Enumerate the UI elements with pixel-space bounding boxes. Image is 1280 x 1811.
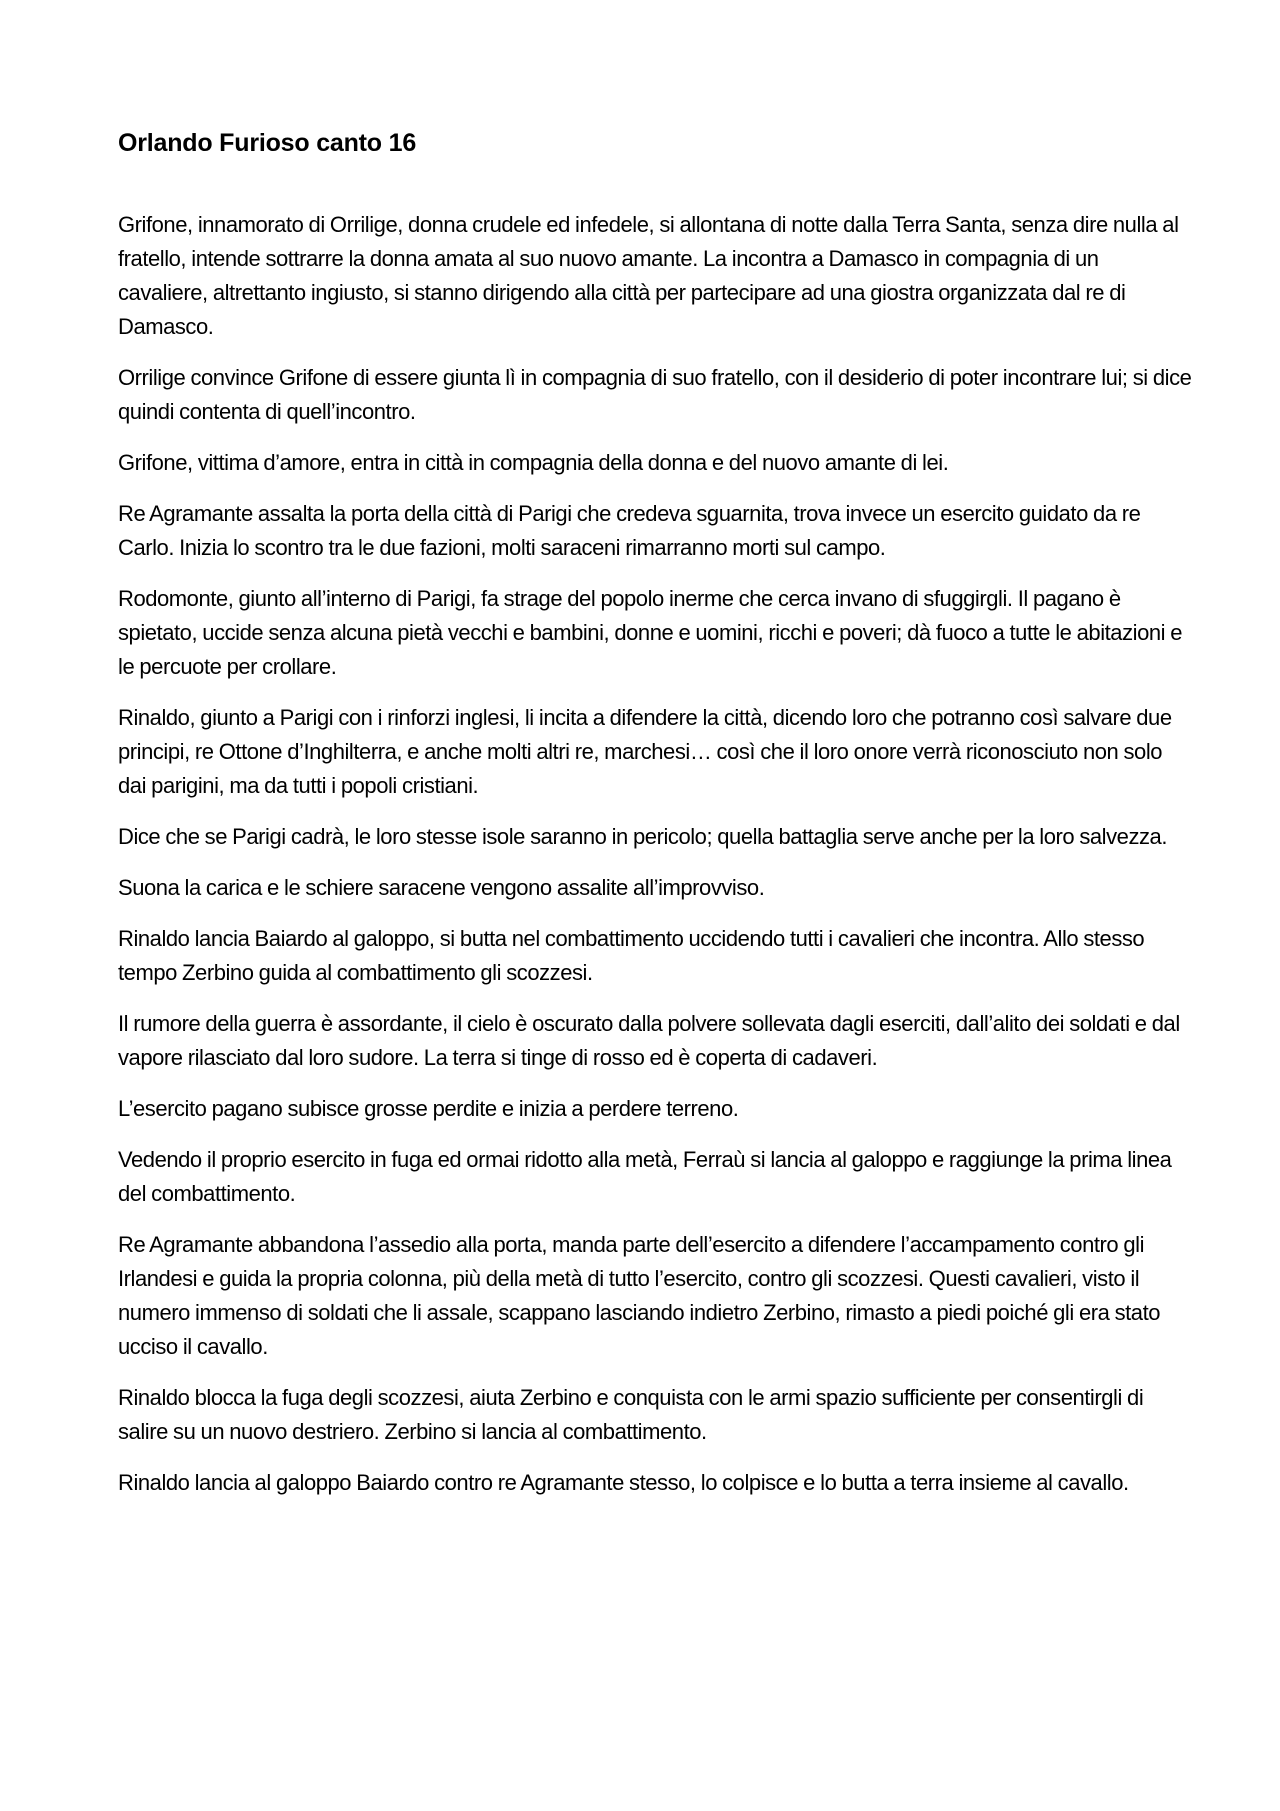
paragraph: Suona la carica e le schiere saracene vengono assalite all’improvviso. [118, 875, 765, 900]
paragraph: Re Agramante assalta la porta della città di Parigi che credeva sguarnita, trova invece un esercito guidato da re Carlo. Inizia lo scontro tra le due fazioni, molti saraceni rimarranno morti sul campo. [118, 501, 1141, 560]
paragraph: Rinaldo lancia al galoppo Baiardo contro re Agramante stesso, lo colpisce e lo butta a terra insieme al cavallo. [118, 1470, 1129, 1495]
document-content [118, 126, 1193, 1500]
paragraph: Il rumore della guerra è assordante, il cielo è oscurato dalla polvere sollevata dagli eserciti, dall’alito dei soldati e dal vapore rilasciato dal loro sudore. La terra si tinge di rosso ed è coperta di cadaveri. [118, 1011, 1180, 1070]
paragraph: Dice che se Parigi cadrà, le loro stesse isole saranno in pericolo; quella battaglia serve anche per la loro salvezza. [118, 824, 1168, 849]
paragraph: Rinaldo lancia Baiardo al galoppo, si butta nel combattimento uccidendo tutti i cavalieri che incontra. Allo stesso tempo Zerbino guida al combattimento gli scozzesi. [118, 926, 1145, 985]
paragraph: Rodomonte, giunto all’interno di Parigi, fa strage del popolo inerme che cerca invano di sfuggirgli. Il pagano è spietato, uccide senza alcuna pietà vecchi e bambini, donne e uomini, ricchi e poveri; dà fuoco a tutte le abitazioni e le percuote per crollare. [118, 586, 1183, 679]
paragraph: Vedendo il proprio esercito in fuga ed ormai ridotto alla metà, Ferraù si lancia al galoppo e raggiunge la prima linea del combattimento. [118, 1147, 1172, 1206]
paragraph: Grifone, innamorato di Orrilige, donna crudele ed infedele, si allontana di notte dalla Terra Santa, senza dire nulla al fratello, intende sottrarre la donna amata al suo nuovo amante. La incontra a Damasco in compagnia di un cavaliere, altrettanto ingiusto, si stanno dirigendo alla città per partecipare ad una giostra organizzata dal re di Damasco. [118, 212, 1179, 339]
paragraph: Rinaldo, giunto a Parigi con i rinforzi inglesi, li incita a difendere la città, dicendo loro che potranno così salvare due principi, re Ottone d’Inghilterra, e anche molti altri re, marchesi… così che il loro onore verrà riconosciuto non solo dai parigini, ma da tutti i popoli cristiani. [118, 705, 1172, 798]
paragraph: Rinaldo blocca la fuga degli scozzesi, aiuta Zerbino e conquista con le armi spazio sufficiente per consentirgli di salire su un nuovo destriero. Zerbino si lancia al combattimento. [118, 1385, 1144, 1444]
paragraph: Re Agramante abbandona l’assedio alla porta, manda parte dell’esercito a difendere l’accampamento contro gli Irlandesi e guida la propria colonna, più della metà di tutto l’esercito, contro gli scozzesi. Questi cavalieri, visto il numero immenso di soldati che li assale, scappano lasciando indietro Zerbino, rimasto a piedi poiché gli era stato ucciso il cavallo. [118, 1232, 1161, 1359]
document-title: Orlando Furioso canto 16 [118, 129, 417, 157]
paragraph: Grifone, vittima d’amore, entra in città in compagnia della donna e del nuovo amante di lei. [118, 450, 949, 475]
paragraph: Orrilige convince Grifone di essere giunta lì in compagnia di suo fratello, con il desiderio di poter incontrare lui; si dice quindi contenta di quell’incontro. [118, 365, 1192, 424]
paragraph: L’esercito pagano subisce grosse perdite e inizia a perdere terreno. [118, 1096, 739, 1121]
